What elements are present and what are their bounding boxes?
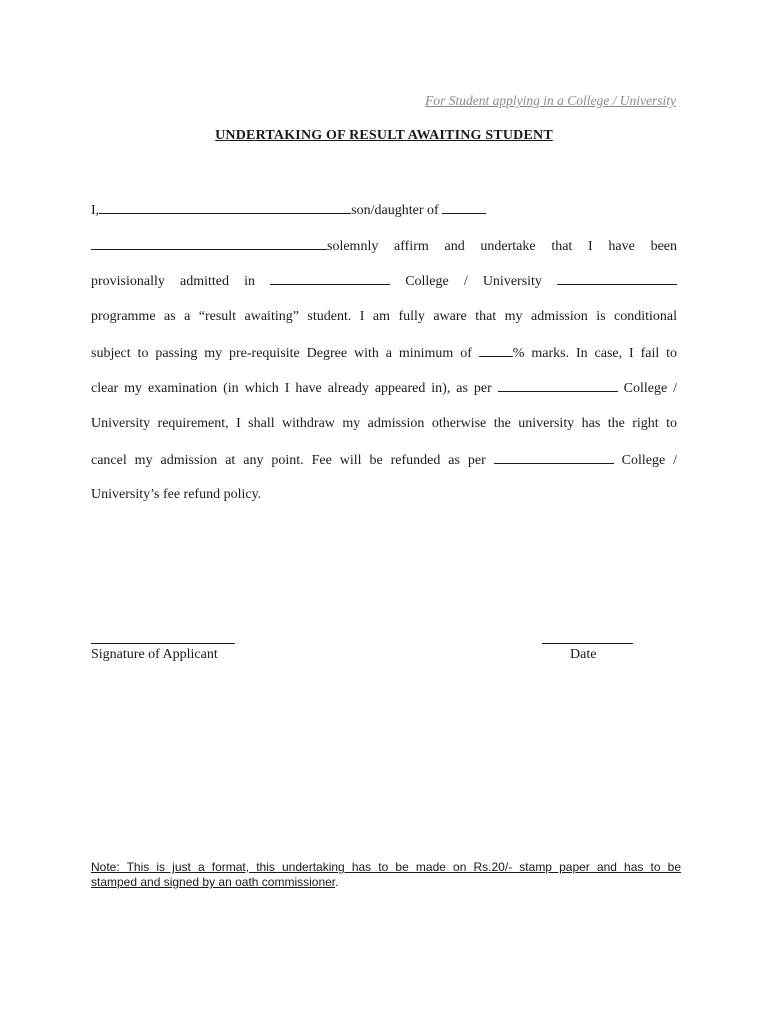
programme-blank — [557, 272, 677, 285]
paragraph-line-9 — [91, 486, 677, 504]
footer-note-period: . — [335, 875, 339, 889]
text-programme: programme as a “result awaiting” student. I am fully aware that my admission is conditional — [91, 309, 677, 324]
paragraph-line-7 — [91, 415, 677, 433]
text-clear-my-examination: clear my examination (in which I have already appeared in), as per — [91, 381, 492, 396]
date-signature-line — [542, 643, 633, 644]
text-fee-refund-policy: University’s fee refund policy. — [91, 487, 262, 502]
applicant-signature-label: Signature of Applicant — [91, 647, 218, 662]
document-title: UNDERTAKING OF RESULT AWAITING STUDENT — [215, 128, 553, 143]
date-label: Date — [570, 647, 597, 662]
text-i-have-been: I have been — [588, 239, 677, 254]
text-university-requirement: University requirement, I shall withdraw my admission otherwise the university has the right to — [91, 416, 677, 431]
institution-blank — [270, 272, 390, 285]
header-note: For Student applying in a College / University — [425, 93, 676, 108]
paragraph-line-4 — [91, 308, 677, 326]
footer-note-line-1: Note: This is just a format, this undertaking has to be made on Rs.20/- stamp paper and has to be — [91, 860, 681, 874]
text-subject-to-passing: subject to passing my pre-requisite Degree with a minimum of — [91, 346, 472, 361]
text-solemnly-affirm: solemnly affirm and undertake that — [327, 239, 573, 254]
text-provisionally-admitted: provisionally admitted in — [91, 274, 255, 289]
footer-note-line-2-text: stamped and signed by an oath commissioner — [91, 875, 336, 889]
footer-note — [91, 860, 681, 890]
text-college-slash-2: College / — [621, 453, 677, 468]
paragraph-line-8 — [91, 451, 677, 469]
requirement-institution-blank — [498, 379, 618, 392]
applicant-signature-line — [91, 643, 235, 644]
paragraph-line-5 — [91, 344, 677, 362]
paragraph-line-2 — [91, 237, 677, 255]
paragraph-line-6 — [91, 379, 677, 397]
name-blank — [99, 201, 351, 214]
text-i: I, — [91, 203, 100, 218]
percentage-blank — [479, 344, 513, 357]
text-son-daughter-of: son/daughter of — [351, 203, 439, 218]
text-college-slash: College / — [623, 381, 677, 396]
text-college-university: College / University — [405, 274, 542, 289]
parent-name-blank-continued — [91, 237, 327, 250]
refund-institution-blank — [494, 451, 614, 464]
paragraph-line-3 — [91, 272, 677, 290]
text-cancel-my-admission: cancel my admission at any point. Fee will be refunded as per — [91, 453, 486, 468]
text-marks: % marks. In case, I fail to — [512, 346, 677, 361]
parent-name-blank — [442, 201, 486, 214]
paragraph-line-1 — [91, 201, 677, 220]
footer-note-line-2 — [91, 875, 681, 890]
